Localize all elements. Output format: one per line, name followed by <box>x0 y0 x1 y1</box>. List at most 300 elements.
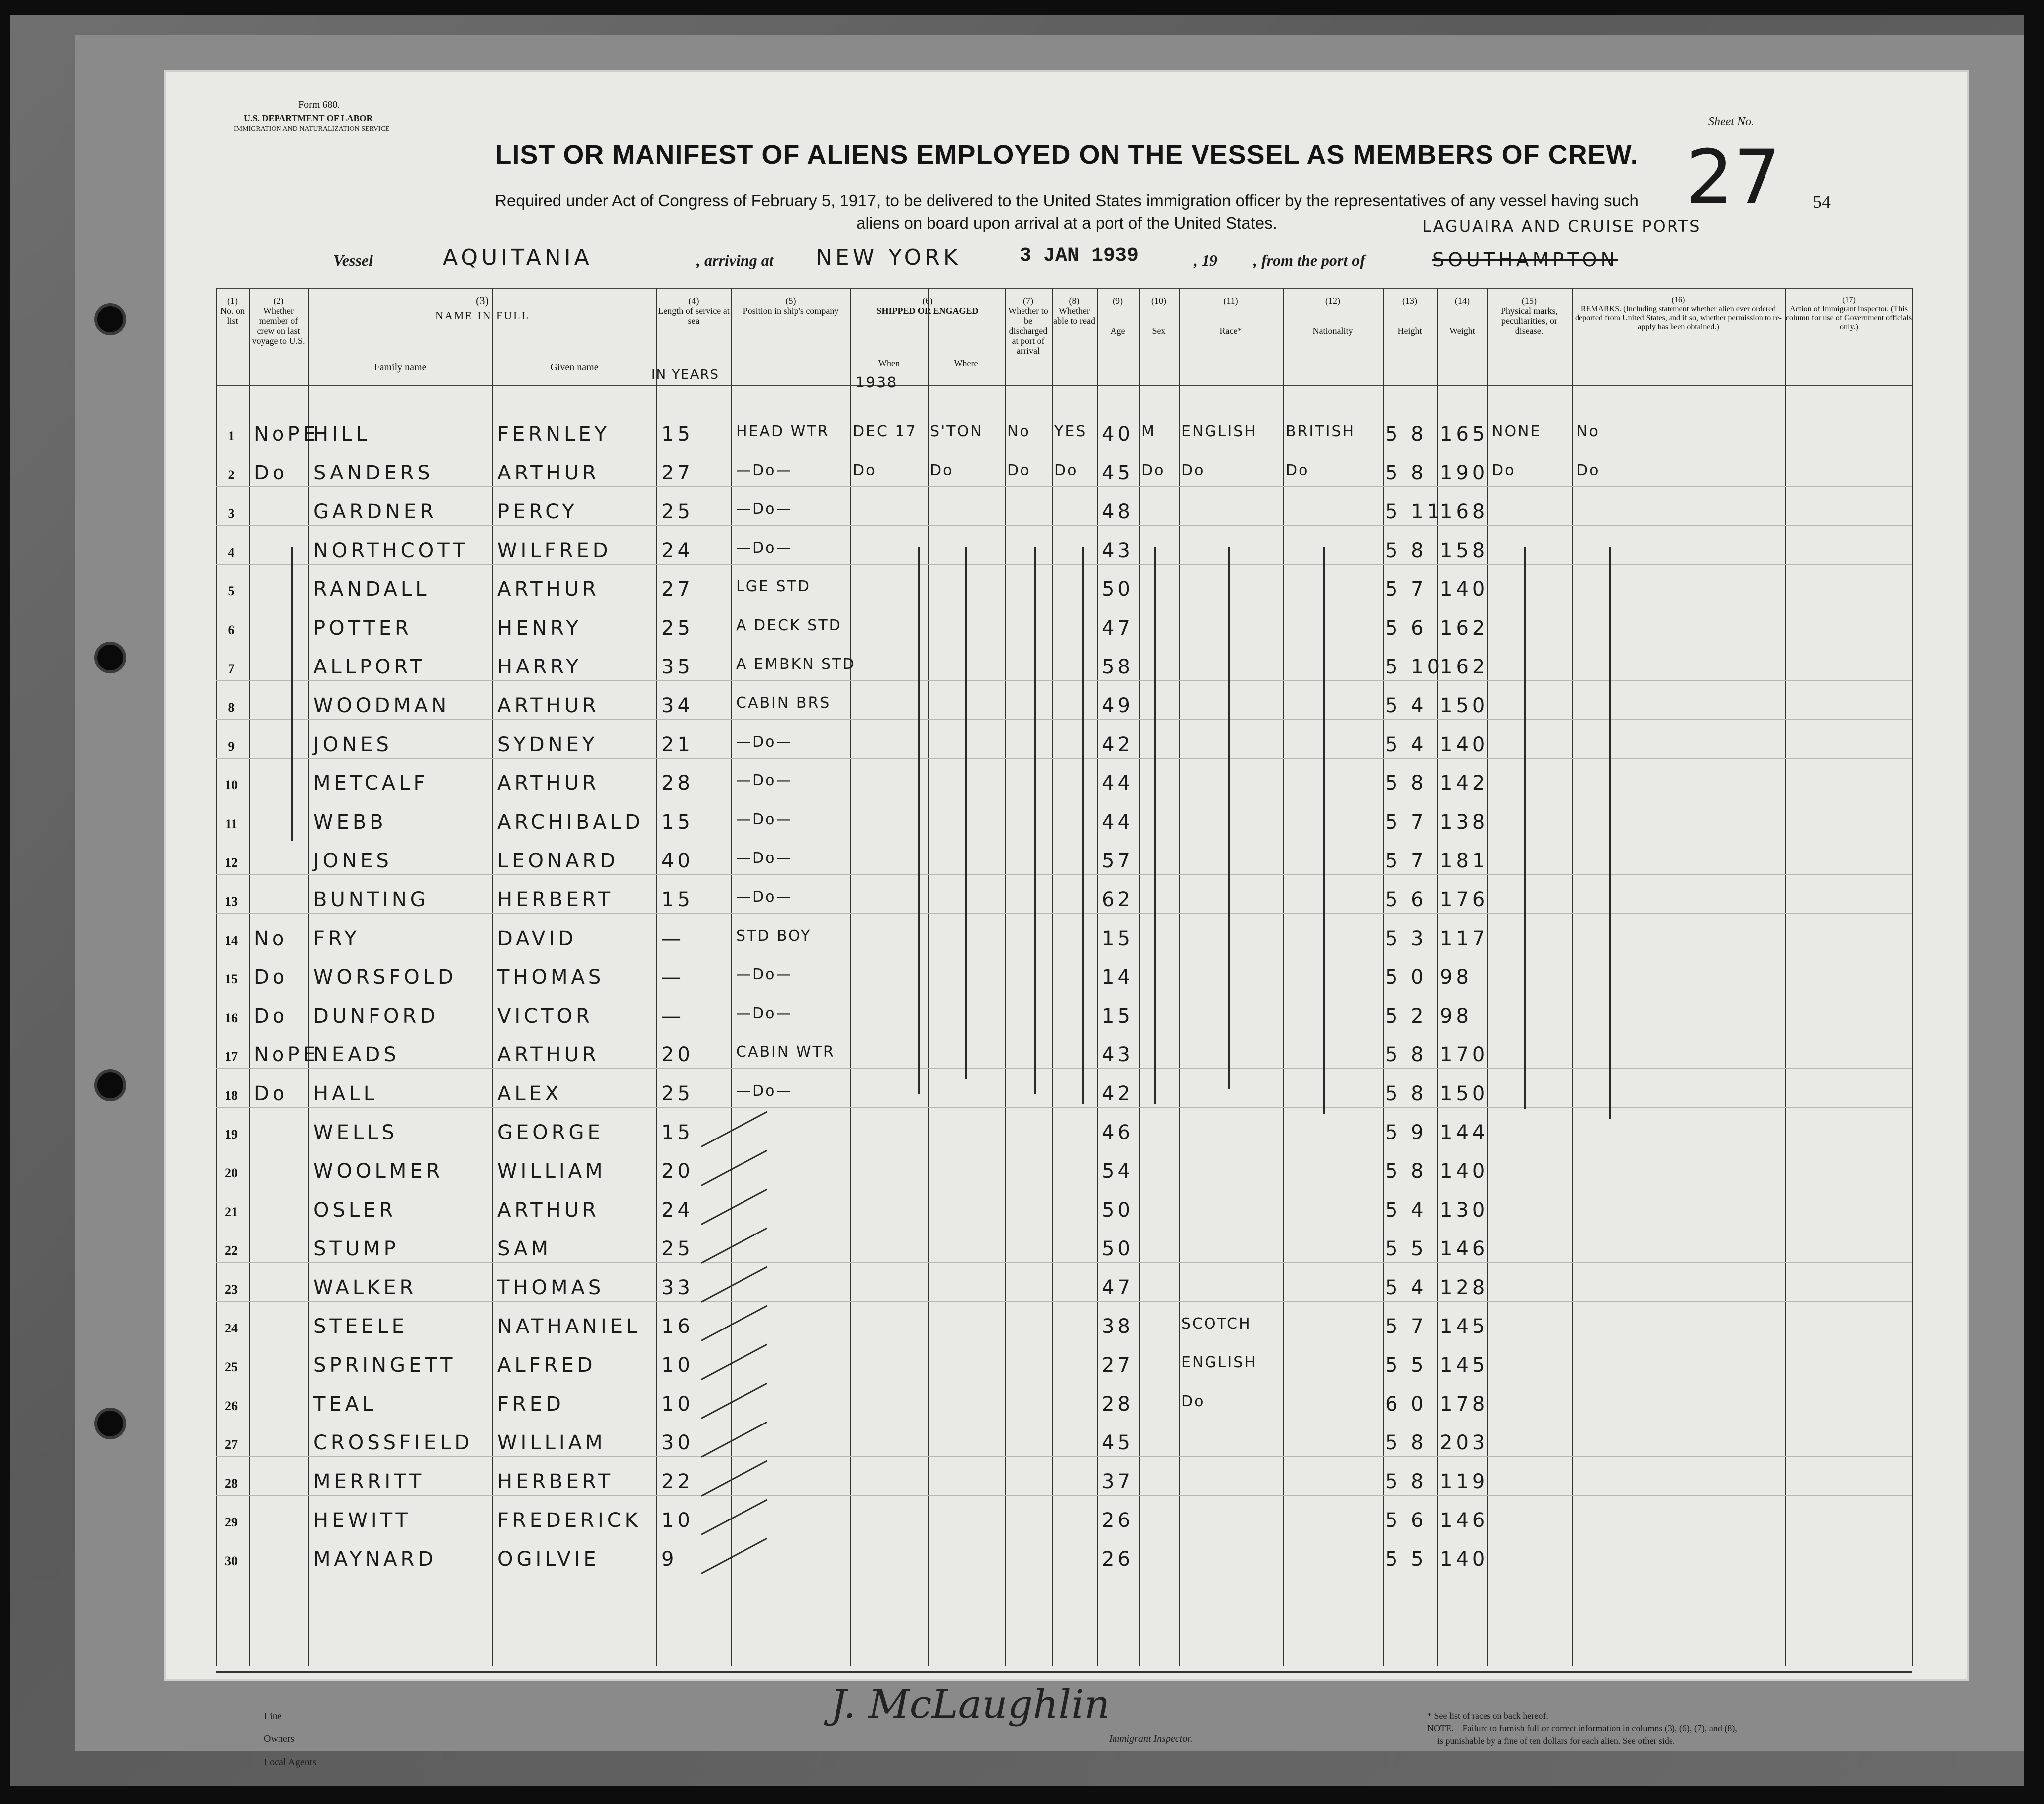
cell-service: 10 <box>661 1509 694 1532</box>
cell-age: 49 <box>1102 694 1134 717</box>
cell-family: DUNFORD <box>313 1005 439 1028</box>
row-number: 24 <box>225 1321 238 1335</box>
cell-family: WORSFOLD <box>313 966 457 989</box>
cell-weight: 150 <box>1440 1082 1488 1105</box>
row-number: 3 <box>228 506 235 521</box>
cell-service: 16 <box>661 1315 694 1338</box>
cell-weight: 140 <box>1440 1548 1488 1571</box>
header-bottom-border <box>216 385 1912 386</box>
binder-hole <box>94 1069 126 1101</box>
col-header-marks: (15) Physical marks, peculiarities, or disease. <box>1501 296 1558 336</box>
row-number: 5 <box>228 584 235 598</box>
cell-service: 25 <box>661 500 694 523</box>
cell-weight: 140 <box>1440 733 1488 756</box>
arriving-label: , arriving at <box>696 251 774 269</box>
cell-height: 5 4 <box>1385 694 1427 717</box>
cell-discharged: No <box>1007 423 1030 440</box>
col-header-read: (8) Whether able to read <box>1053 296 1095 326</box>
cell-weight: 158 <box>1440 539 1488 562</box>
column-divider <box>1097 288 1098 1666</box>
cell-nationality: BRITISH <box>1286 423 1356 440</box>
cell-given: HARRY <box>497 656 582 678</box>
row-rule <box>216 758 1912 759</box>
cell-remarks: Do <box>1577 462 1600 479</box>
cell-age: 50 <box>1102 1199 1134 1222</box>
cell-given: WILLIAM <box>497 1160 606 1183</box>
ditto-line <box>1524 547 1526 1109</box>
cell-height: 5 5 <box>1385 1354 1427 1377</box>
cell-weight: 140 <box>1440 578 1488 601</box>
cell-height: 5 8 <box>1385 1044 1427 1066</box>
cell-age: 28 <box>1102 1393 1134 1416</box>
cell-family: GARDNER <box>313 500 437 523</box>
cell-given: FRED <box>497 1393 564 1416</box>
cell-weight: 162 <box>1440 656 1488 678</box>
arrival-date-stamp: 3 JAN 1939 <box>1020 245 1139 267</box>
cell-position: CABIN WTR <box>736 1044 835 1061</box>
cell-weight: 146 <box>1440 1509 1488 1532</box>
cell-age: 43 <box>1102 539 1134 562</box>
cell-height: 5 7 <box>1385 578 1427 601</box>
cell-service: 30 <box>661 1431 694 1454</box>
cell-given: ARTHUR <box>497 694 600 717</box>
col-header-name: (3) NAME IN FULL <box>435 294 530 322</box>
inspector-label: Immigrant Inspector. <box>1109 1733 1193 1744</box>
column-divider <box>850 288 851 1666</box>
cell-family: WELLS <box>313 1121 398 1144</box>
footer-divider <box>216 1671 1912 1673</box>
cell-height: 5 11 <box>1385 500 1444 523</box>
column-divider <box>1912 288 1913 1666</box>
cell-family: HEWITT <box>313 1509 411 1532</box>
ditto-line <box>1154 547 1156 1104</box>
cell-service: 27 <box>661 578 694 601</box>
row-number: 16 <box>225 1011 238 1025</box>
cell-given: LEONARD <box>497 850 619 872</box>
cell-height: 5 8 <box>1385 539 1427 562</box>
column-divider <box>492 288 493 1666</box>
service-unit-note: IN YEARS <box>651 367 720 382</box>
cell-last-voyage: No <box>254 927 288 950</box>
cell-age: 27 <box>1102 1354 1134 1377</box>
cell-height: 5 7 <box>1385 850 1427 872</box>
cell-family: NEADS <box>313 1044 400 1066</box>
column-divider <box>1785 288 1786 1666</box>
cell-race: ENGLISH <box>1181 1354 1257 1371</box>
binder-hole <box>94 1408 126 1439</box>
row-number: 17 <box>225 1049 238 1064</box>
column-divider <box>1283 288 1284 1666</box>
column-divider <box>1383 288 1384 1666</box>
cell-weight: 138 <box>1440 811 1488 834</box>
cell-height: 5 7 <box>1385 1315 1427 1338</box>
row-rule <box>216 1456 1912 1457</box>
cell-height: 5 6 <box>1385 617 1427 640</box>
cell-family: OSLER <box>313 1199 397 1222</box>
cell-weight: 145 <box>1440 1315 1488 1338</box>
cell-height: 5 8 <box>1385 772 1427 795</box>
cell-height: 5 2 <box>1385 1005 1427 1028</box>
cell-service: 15 <box>661 1121 694 1144</box>
cell-family: JONES <box>313 850 392 872</box>
cell-family: WOODMAN <box>313 694 450 717</box>
cell-family: RANDALL <box>313 578 430 601</box>
cell-family: SPRINGETT <box>313 1354 456 1377</box>
service-name: IMMIGRATION AND NATURALIZATION SERVICE <box>234 125 390 133</box>
cell-age: 62 <box>1102 888 1134 911</box>
cell-weight: 168 <box>1440 500 1488 523</box>
column-divider <box>1572 288 1573 1666</box>
cell-height: 5 8 <box>1385 1431 1427 1454</box>
col-header-action: (17) Action of Immigrant Inspector. (This column for use of Government officials only.) <box>1785 296 1912 331</box>
cell-service: 27 <box>661 462 694 484</box>
inspector-signature: J. McLaughlin <box>831 1681 1110 1727</box>
cell-when: DEC 17 <box>853 423 917 440</box>
cell-given: SAM <box>497 1237 552 1260</box>
arriving-port: NEW YORK <box>816 245 961 270</box>
cell-service: 22 <box>661 1470 694 1493</box>
cell-age: 26 <box>1102 1509 1134 1532</box>
column-divider <box>1139 288 1140 1666</box>
cell-age: 43 <box>1102 1044 1134 1066</box>
local-agents-label: Local Agents <box>264 1757 317 1768</box>
cell-age: 26 <box>1102 1548 1134 1571</box>
cell-weight: 140 <box>1440 1160 1488 1183</box>
cell-given: OGILVIE <box>497 1548 600 1571</box>
col-header-remarks: (16) REMARKS. (Including statement whether alien ever ordered deported from United States, and if so, whether permission to re-apply has been obtained.) <box>1575 296 1782 331</box>
table-top-border <box>216 288 1912 289</box>
cell-where: S'TON <box>930 423 983 440</box>
cell-service: — <box>661 966 685 989</box>
cell-given: ARTHUR <box>497 1044 600 1066</box>
cell-given: SYDNEY <box>497 733 598 756</box>
cell-service: — <box>661 1005 685 1028</box>
cell-age: 40 <box>1102 423 1134 446</box>
ditto-line <box>1609 547 1611 1119</box>
cell-discharged: Do <box>1007 462 1031 479</box>
cell-given: DAVID <box>497 927 577 950</box>
column-divider <box>656 288 657 1666</box>
sheet-label: Sheet No. <box>1708 115 1754 128</box>
cell-service: 20 <box>661 1160 694 1183</box>
cell-read: YES <box>1054 423 1087 440</box>
row-number: 9 <box>228 739 235 754</box>
column-divider <box>1437 288 1438 1666</box>
cell-height: 5 6 <box>1385 888 1427 911</box>
cell-service: 25 <box>661 1237 694 1260</box>
cell-height: 5 8 <box>1385 423 1427 446</box>
row-number: 2 <box>228 468 235 482</box>
row-rule <box>216 1495 1912 1496</box>
row-number: 1 <box>228 429 235 443</box>
cell-family: TEAL <box>313 1393 377 1416</box>
cell-weight: 145 <box>1440 1354 1488 1377</box>
cell-age: 45 <box>1102 462 1134 484</box>
cell-given: ARTHUR <box>497 462 600 484</box>
cell-service: 10 <box>661 1393 694 1416</box>
column-divider <box>1179 288 1180 1666</box>
cell-height: 5 10 <box>1385 656 1444 678</box>
cell-family: HALL <box>313 1082 378 1105</box>
cell-family: STEELE <box>313 1315 408 1338</box>
cell-age: 48 <box>1102 500 1134 523</box>
cell-service: 10 <box>661 1354 694 1377</box>
cell-age: 58 <box>1102 656 1134 678</box>
manifest-sheet <box>164 70 1969 1768</box>
cell-service: 24 <box>661 539 694 562</box>
cell-last-voyage: Do <box>254 462 288 484</box>
cell-height: 5 3 <box>1385 927 1427 950</box>
cell-nationality: Do <box>1286 462 1309 479</box>
cell-position: —Do— <box>736 966 793 983</box>
cell-given: FERNLEY <box>497 423 610 446</box>
cell-height: 5 8 <box>1385 1082 1427 1105</box>
cell-age: 44 <box>1102 811 1134 834</box>
cell-service: 25 <box>661 617 694 640</box>
cell-service: 21 <box>661 733 694 756</box>
column-divider <box>1005 288 1006 1666</box>
page-number: 54 <box>1813 192 1831 212</box>
row-number: 20 <box>225 1166 238 1180</box>
cell-family: MERRITT <box>313 1470 425 1493</box>
ditto-line <box>1082 547 1084 1104</box>
row-number: 27 <box>225 1437 238 1452</box>
cell-remarks: No <box>1577 423 1600 440</box>
cell-last-voyage: NoPE <box>254 1044 319 1066</box>
sheet-number: 27 <box>1686 134 1781 221</box>
row-number: 10 <box>225 778 238 792</box>
col-header-when: When <box>878 358 900 368</box>
cell-marks: Do <box>1492 462 1516 479</box>
cell-service: 34 <box>661 694 694 717</box>
cell-race: ENGLISH <box>1181 423 1257 440</box>
cell-service: 15 <box>661 888 694 911</box>
cell-service: 15 <box>661 423 694 446</box>
cell-weight: 203 <box>1440 1431 1488 1454</box>
cell-age: 38 <box>1102 1315 1134 1338</box>
cell-weight: 128 <box>1440 1276 1488 1299</box>
cell-weight: 178 <box>1440 1393 1488 1416</box>
cell-family: NORTHCOTT <box>313 539 468 562</box>
cell-marks: NONE <box>1492 423 1542 440</box>
row-rule <box>216 719 1912 720</box>
col-header-service: (4) Length of service at sea <box>658 296 730 326</box>
column-divider <box>308 288 309 1666</box>
cell-weight: 119 <box>1440 1470 1488 1493</box>
cell-height: 5 4 <box>1385 1199 1427 1222</box>
ditto-line <box>291 547 293 841</box>
row-number: 12 <box>225 855 238 870</box>
cell-given: HENRY <box>497 617 582 640</box>
cell-age: 47 <box>1102 1276 1134 1299</box>
cell-age: 46 <box>1102 1121 1134 1144</box>
row-number: 8 <box>228 700 235 715</box>
cell-family: WEBB <box>313 811 387 834</box>
row-number: 18 <box>225 1088 238 1103</box>
row-rule <box>216 913 1912 914</box>
cell-weight: 98 <box>1440 1005 1472 1028</box>
cell-weight: 176 <box>1440 888 1488 911</box>
cell-position: STD BOY <box>736 927 812 945</box>
cell-position: —Do— <box>736 1082 793 1100</box>
row-number: 26 <box>225 1399 238 1413</box>
cell-where: Do <box>930 462 954 479</box>
year-label: , 19 <box>1194 251 1217 269</box>
cell-given: ARCHIBALD <box>497 811 644 834</box>
cell-given: ARTHUR <box>497 1199 600 1222</box>
cell-given: ALFRED <box>497 1354 596 1377</box>
cell-height: 5 8 <box>1385 1160 1427 1183</box>
races-note: * See list of races on back hereof. <box>1427 1711 1548 1721</box>
row-number: 4 <box>228 545 235 560</box>
shipped-year-note: 1938 <box>855 374 898 391</box>
ditto-line <box>918 547 920 1094</box>
col-header-no: (1) No. on list <box>220 296 245 326</box>
cell-weight: 162 <box>1440 617 1488 640</box>
col-header-shipped: (6) SHIPPED OR ENGAGED <box>876 296 979 316</box>
cell-given: HERBERT <box>497 888 614 911</box>
cell-given: HERBERT <box>497 1470 614 1493</box>
col-header-where: Where <box>954 358 978 368</box>
cell-position: A DECK STD <box>736 617 842 634</box>
row-rule <box>216 1107 1912 1108</box>
cell-when: Do <box>853 462 877 479</box>
column-divider <box>216 288 217 1666</box>
cell-height: 5 8 <box>1385 462 1427 484</box>
cell-height: 5 0 <box>1385 966 1427 989</box>
row-rule <box>216 680 1912 681</box>
col-header-height: (13) Height <box>1397 296 1422 336</box>
cell-weight: 181 <box>1440 850 1488 872</box>
col-header-race: (11) Race* <box>1219 296 1242 336</box>
row-number: 11 <box>225 817 238 831</box>
cell-sex: Do <box>1141 462 1165 479</box>
cell-position: —Do— <box>736 1005 793 1022</box>
cell-weight: 165 <box>1440 423 1488 446</box>
cell-family: BUNTING <box>313 888 429 911</box>
cell-given: NATHANIEL <box>497 1315 641 1338</box>
line-label: Line <box>264 1711 282 1722</box>
cell-position: —Do— <box>736 811 793 828</box>
cell-position: CABIN BRS <box>736 694 831 712</box>
cell-family: ALLPORT <box>313 656 426 678</box>
cell-age: 42 <box>1102 733 1134 756</box>
row-number: 22 <box>225 1243 238 1258</box>
cell-age: 54 <box>1102 1160 1134 1183</box>
cell-age: 15 <box>1102 1005 1134 1028</box>
row-rule <box>216 874 1912 875</box>
cell-given: ALEX <box>497 1082 562 1105</box>
cell-given: FREDERICK <box>497 1509 641 1532</box>
col-header-sex: (10) Sex <box>1151 296 1166 336</box>
cell-service: 20 <box>661 1044 694 1066</box>
binder-hole <box>94 642 126 673</box>
cell-service: 33 <box>661 1276 694 1299</box>
row-number: 23 <box>225 1282 238 1297</box>
cell-sex: M <box>1141 423 1156 440</box>
cell-race: Do <box>1181 462 1205 479</box>
cell-position: A EMBKN STD <box>736 656 856 673</box>
cell-family: STUMP <box>313 1237 399 1260</box>
row-number: 15 <box>225 972 238 986</box>
cell-position: —Do— <box>736 772 793 789</box>
cell-given: WILFRED <box>497 539 612 562</box>
cell-height: 6 0 <box>1385 1393 1427 1416</box>
cell-age: 42 <box>1102 1082 1134 1105</box>
cell-position: —Do— <box>736 539 793 557</box>
cell-weight: 130 <box>1440 1199 1488 1222</box>
cell-service: 24 <box>661 1199 694 1222</box>
cell-family: POTTER <box>313 617 412 640</box>
cell-race: SCOTCH <box>1181 1315 1252 1332</box>
cell-family: SANDERS <box>313 462 434 484</box>
cell-last-voyage: Do <box>254 1082 288 1105</box>
cell-age: 44 <box>1102 772 1134 795</box>
row-number: 28 <box>225 1476 238 1491</box>
cell-service: 25 <box>661 1082 694 1105</box>
row-number: 25 <box>225 1360 238 1374</box>
cell-height: 5 5 <box>1385 1548 1427 1571</box>
manifest-title: LIST OR MANIFEST OF ALIENS EMPLOYED ON THE VESSEL AS MEMBERS OF CREW. <box>495 140 1639 170</box>
cell-height: 5 5 <box>1385 1237 1427 1260</box>
cell-family: WALKER <box>313 1276 417 1299</box>
cell-position: —Do— <box>736 462 793 479</box>
penalty-note-2: is punishable by a fine of ten dollars for each alien. See other side. <box>1437 1736 1675 1746</box>
cell-age: 50 <box>1102 578 1134 601</box>
cell-last-voyage: Do <box>254 966 288 989</box>
cell-given: THOMAS <box>497 966 605 989</box>
cell-weight: 150 <box>1440 694 1488 717</box>
column-divider <box>249 288 250 1666</box>
owners-label: Owners <box>264 1733 295 1744</box>
cell-age: 37 <box>1102 1470 1134 1493</box>
row-rule <box>216 1068 1912 1069</box>
cell-given: ARTHUR <box>497 772 600 795</box>
col-header-weight: (14) Weight <box>1449 296 1475 336</box>
row-number: 21 <box>225 1205 238 1219</box>
cell-position: HEAD WTR <box>736 423 830 440</box>
cell-family: HILL <box>313 423 371 446</box>
from-label: , from the port of <box>1253 251 1365 269</box>
cell-given: GEORGE <box>497 1121 604 1144</box>
cell-given: ARTHUR <box>497 578 600 601</box>
cell-service: — <box>661 927 685 950</box>
row-number: 29 <box>225 1515 238 1529</box>
penalty-note-1: NOTE.—Failure to furnish full or correct information in columns (3), (6), (7), and (8), <box>1427 1723 1737 1733</box>
cell-height: 5 6 <box>1385 1509 1427 1532</box>
column-divider <box>731 288 732 1666</box>
col-header-discharged: (7) Whether to be discharged at port of arrival <box>1008 296 1048 356</box>
vessel-name: AQUITANIA <box>443 245 593 270</box>
cell-weight: 144 <box>1440 1121 1488 1144</box>
cell-weight: 117 <box>1440 927 1488 950</box>
row-rule <box>216 486 1912 487</box>
cell-height: 5 9 <box>1385 1121 1427 1144</box>
cell-age: 14 <box>1102 966 1134 989</box>
from-port-struck: SOUTHAMPTON <box>1432 249 1618 271</box>
row-rule <box>216 1262 1912 1263</box>
cell-height: 5 7 <box>1385 811 1427 834</box>
form-number: Form 680. <box>298 99 340 110</box>
cell-given: PERCY <box>497 500 578 523</box>
cell-last-voyage: Do <box>254 1005 288 1028</box>
cell-last-voyage: NoPE <box>254 423 319 446</box>
cell-read: Do <box>1054 462 1078 479</box>
row-rule <box>216 1301 1912 1302</box>
row-number: 7 <box>228 662 235 676</box>
cell-service: 9 <box>661 1548 678 1571</box>
department-name: U.S. DEPARTMENT OF LABOR <box>244 113 373 123</box>
